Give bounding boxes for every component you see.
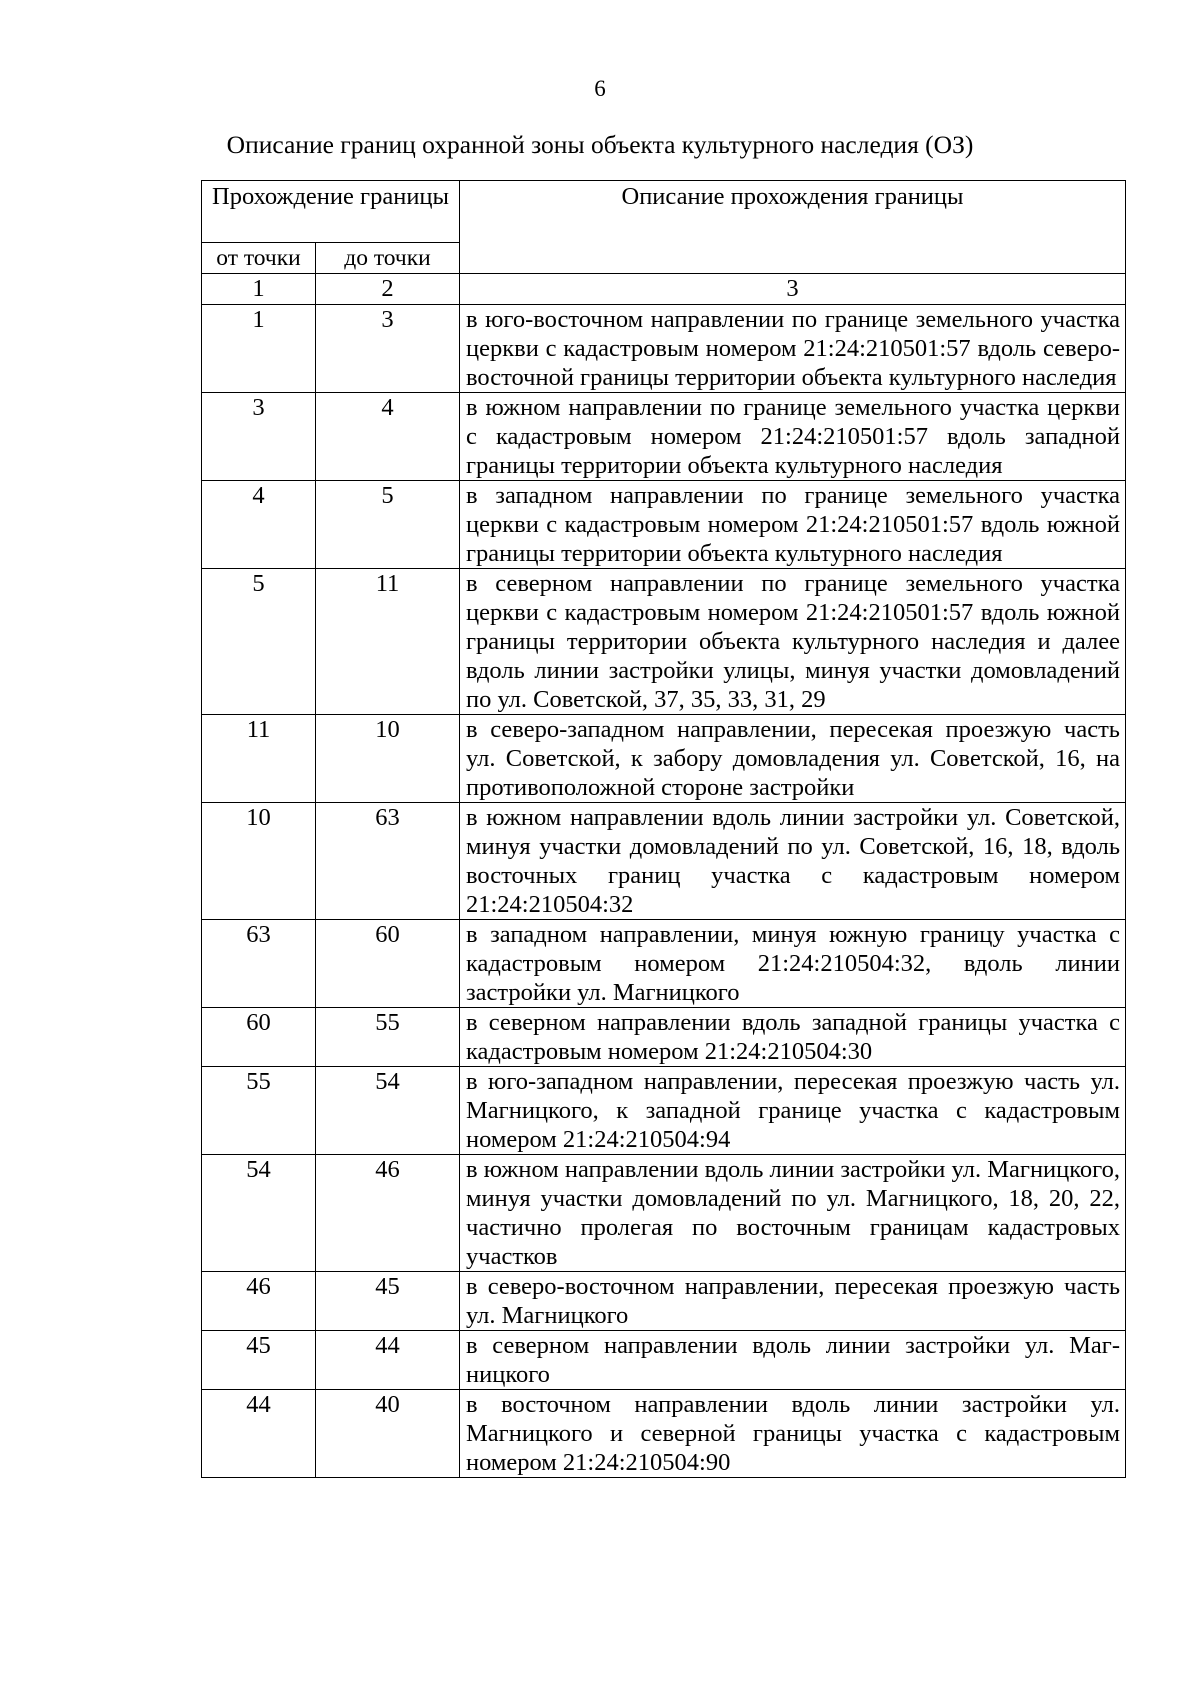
description-cell: в южном направлении по границе земельного участка церкви с кадастровым номером 21:24:210501:57 вдоль западной границы территории объекта культурного наследия [460,393,1126,481]
table-row [202,715,1126,803]
to-point-cell: 63 [316,803,460,920]
description-cell: в северном направлении вдоль западной границы участка с кадастровым номером 21:24:210504:30 [460,1008,1126,1067]
description-cell: в северо-западном направлении, пересекая проезжую часть ул. Советской, к забору домовладения ул. Советской, 16, на противоположной стороне застройки [460,715,1126,803]
boundary-table [201,180,1126,1478]
from-point-cell: 54 [202,1155,316,1272]
to-point-cell: 40 [316,1390,460,1478]
to-point-cell: 54 [316,1067,460,1155]
column-number: 2 [316,274,460,305]
description-cell: в северном направлении вдоль линии застройки ул. Магницкого [460,1331,1126,1390]
from-point-cell: 55 [202,1067,316,1155]
description-cell: в восточном направлении вдоль линии застройки ул. Магницкого и северной границы участка с кадастровым номером 21:24:210504:90 [460,1390,1126,1478]
table-row [202,1008,1126,1067]
table-header-row [202,181,1126,243]
from-point-cell: 5 [202,569,316,715]
page-number: 6 [594,76,606,101]
table-row [202,569,1126,715]
to-point-cell: 60 [316,920,460,1008]
to-point-cell: 45 [316,1272,460,1331]
table-row [202,1155,1126,1272]
from-point-cell: 60 [202,1008,316,1067]
description-cell: в западном направлении, минуя южную границу участка с кадастровым номером 21:24:210504:32, вдоль линии застройки ул. Магницкого [460,920,1126,1008]
header-from-point: от точки [202,243,316,274]
table-row [202,1272,1126,1331]
from-point-cell: 4 [202,481,316,569]
from-point-cell: 46 [202,1272,316,1331]
to-point-cell: 44 [316,1331,460,1390]
description-cell: в западном направлении по границе земельного участка церкви с кадастровым номером 21:24:210501:57 вдоль южной границы территории объекта культурного наследия [460,481,1126,569]
to-point-cell: 55 [316,1008,460,1067]
table-row [202,393,1126,481]
description-cell: в северном направлении по границе земельного участка церкви с кадастровым номером 21:24:210501:57 вдоль южной границы территории объекта культурного наследия и далее вдоль линии застройки улицы, минуя участки домовладений по ул. Советской, 37, 35, 33, 31, 29 [460,569,1126,715]
from-point-cell: 10 [202,803,316,920]
table-row [202,481,1126,569]
table-body [202,305,1126,1478]
description-cell: в юго-западном направлении, пересекая проезжую часть ул. Магницкого, к западной границе участка с кадастровым номером 21:24:210504:94 [460,1067,1126,1155]
description-cell: в юго-восточном направлении по границе земельного участка церкви с кадастровым номером 21:24:210501:57 вдоль северо-восточной границы территории объекта культурного наследия [460,305,1126,393]
from-point-cell: 11 [202,715,316,803]
table-row [202,803,1126,920]
from-point-cell: 1 [202,305,316,393]
document-title: Описание границ охранной зоны объекта культурного наследия (ОЗ) [226,130,974,159]
header-boundary-passage: Прохождение границы [202,181,460,243]
from-point-cell: 3 [202,393,316,481]
column-number: 1 [202,274,316,305]
to-point-cell: 11 [316,569,460,715]
table-row [202,920,1126,1008]
to-point-cell: 4 [316,393,460,481]
table-row [202,1067,1126,1155]
table-row [202,1390,1126,1478]
header-description: Описание прохождения границы [460,181,1126,274]
description-cell: в южном направлении вдоль линии застройки ул. Магницкого, минуя участки домовладений по ул. Магницкого, 18, 20, 22, частично пролегая по восточным границам кадастровых участков [460,1155,1126,1272]
to-point-cell: 46 [316,1155,460,1272]
column-number-row [202,274,1126,305]
to-point-cell: 10 [316,715,460,803]
from-point-cell: 44 [202,1390,316,1478]
to-point-cell: 3 [316,305,460,393]
description-cell: в северо-восточном направлении, пересекая проезжую часть ул. Магницкого [460,1272,1126,1331]
from-point-cell: 63 [202,920,316,1008]
to-point-cell: 5 [316,481,460,569]
table-row [202,1331,1126,1390]
header-to-point: до точки [316,243,460,274]
table-row [202,305,1126,393]
column-number: 3 [460,274,1126,305]
description-cell: в южном направлении вдоль линии застройки ул. Советской, минуя участки домовладений по ул. Советской, 16, 18, вдоль восточных границ участка с кадастровым номером 21:24:210504:32 [460,803,1126,920]
from-point-cell: 45 [202,1331,316,1390]
